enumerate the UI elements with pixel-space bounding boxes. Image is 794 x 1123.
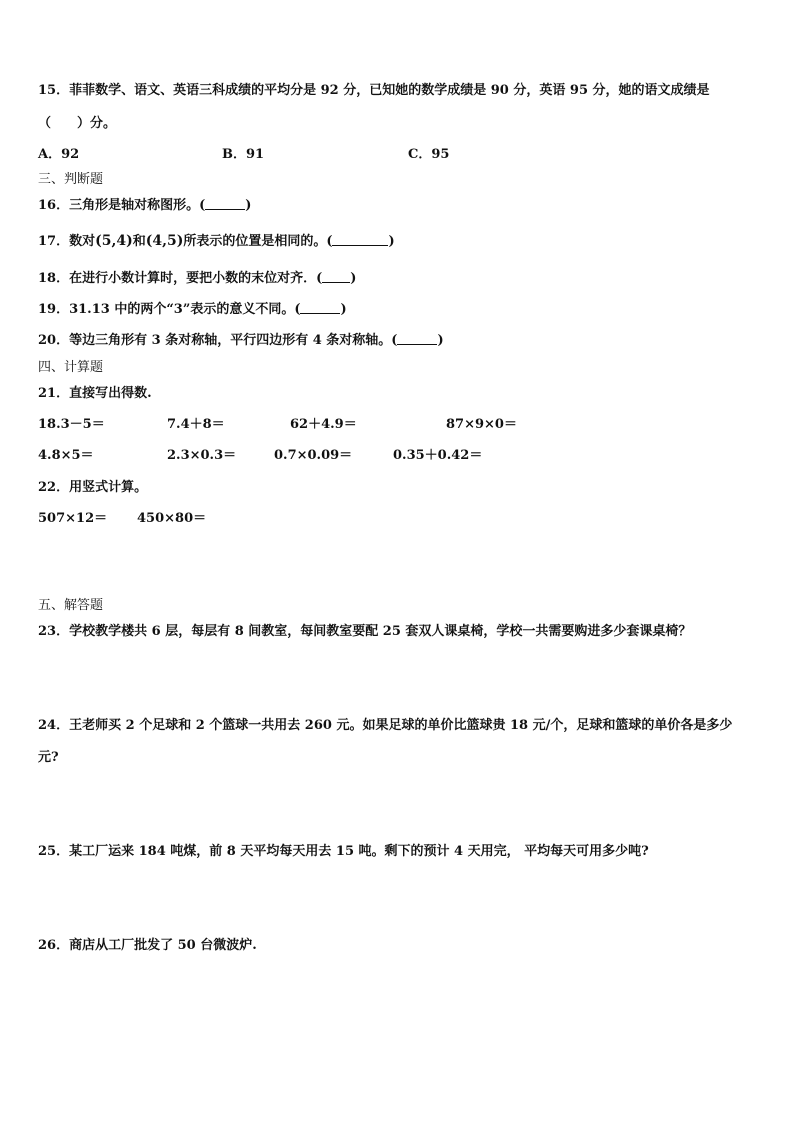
q21-row2-item4: 0.35＋0.42＝ [393, 448, 483, 463]
q22-item2: 450×80＝ [137, 511, 207, 526]
q19-close: ) [340, 302, 347, 317]
q21-title: 21．直接写出得数. [38, 386, 152, 401]
q18-answer-blank[interactable] [322, 270, 350, 283]
q22-item1: 507×12＝ [38, 511, 108, 526]
q16-text: 16．三角形是轴对称图形。( [38, 198, 206, 213]
q15-option-c: C．95 [408, 147, 450, 162]
q19-text: 19．31.13 中的两个“3”表示的意义不同。( [38, 302, 301, 317]
q17-pair-a: (5,4) [95, 233, 133, 249]
q20-answer-blank[interactable] [397, 332, 437, 345]
q26: 26．商店从工厂批发了 50 台微波炉. [38, 938, 257, 953]
q15-line1: 15．菲菲数学、语文、英语三科成绩的平均分是 92 分，已知她的数学成绩是 90 分，英语 95 分，她的语文成绩是 [38, 83, 710, 98]
q17 [38, 232, 395, 251]
q19 [38, 301, 347, 319]
q18-close: ) [350, 271, 357, 286]
q16-close: ) [245, 198, 252, 213]
q16-answer-blank[interactable] [205, 197, 245, 210]
q17-and: 和 [132, 234, 146, 249]
q20-close: ) [437, 333, 444, 348]
q24-line2: 元? [38, 750, 59, 765]
q25: 25．某工厂运来 184 吨煤，前 8 天平均每天用去 15 吨。剩下的预计 4 天用完， 平均每天可用多少吨? [38, 844, 649, 859]
q21-row1-item2: 7.4＋8＝ [167, 417, 225, 432]
q21-row2-item2: 2.3×0.3＝ [167, 448, 237, 463]
section-calculation-title: 四、计算题 [38, 360, 104, 375]
q21-row1-item3: 62＋4.9＝ [290, 417, 357, 432]
section-solve-title: 五、解答题 [38, 598, 104, 613]
q21-row1-item4: 87×9×0＝ [446, 417, 517, 432]
q17-pre: 17．数对 [38, 234, 96, 249]
q18 [38, 270, 356, 288]
q21-row2-item1: 4.8×5＝ [38, 448, 94, 463]
q21-row2-item3: 0.7×0.09＝ [274, 448, 353, 463]
q16 [38, 197, 251, 215]
q24-line1: 24．王老师买 2 个足球和 2 个篮球一共用去 260 元。如果足球的单价比篮球贵 18 元/个，足球和篮球的单价各是多少 [38, 718, 733, 733]
q21-row1-item1: 18.3－5＝ [38, 417, 105, 432]
q23: 23．学校教学楼共 6 层，每层有 8 间教室，每间教室要配 25 套双人课桌椅，学校一共需要购进多少套课桌椅？ [38, 624, 692, 639]
q19-answer-blank[interactable] [300, 301, 340, 314]
q20-text: 20．等边三角形有 3 条对称轴，平行四边形有 4 条对称轴。( [38, 333, 398, 348]
q20 [38, 332, 444, 350]
q15-option-a: A．92 [38, 147, 80, 162]
q22-title: 22．用竖式计算。 [38, 480, 148, 495]
q17-post: 所表示的位置是相同的。( [183, 234, 333, 249]
q15-option-b: B．91 [222, 147, 265, 162]
section-judgement-title: 三、判断题 [38, 172, 104, 187]
q18-text: 18．在进行小数计算时，要把小数的末位对齐．( [38, 271, 323, 286]
q17-close: ) [388, 234, 395, 249]
q17-answer-blank[interactable] [332, 233, 388, 246]
q17-pair-b: (4,5) [145, 233, 184, 249]
q15-line2: （ ）分。 [38, 116, 117, 131]
